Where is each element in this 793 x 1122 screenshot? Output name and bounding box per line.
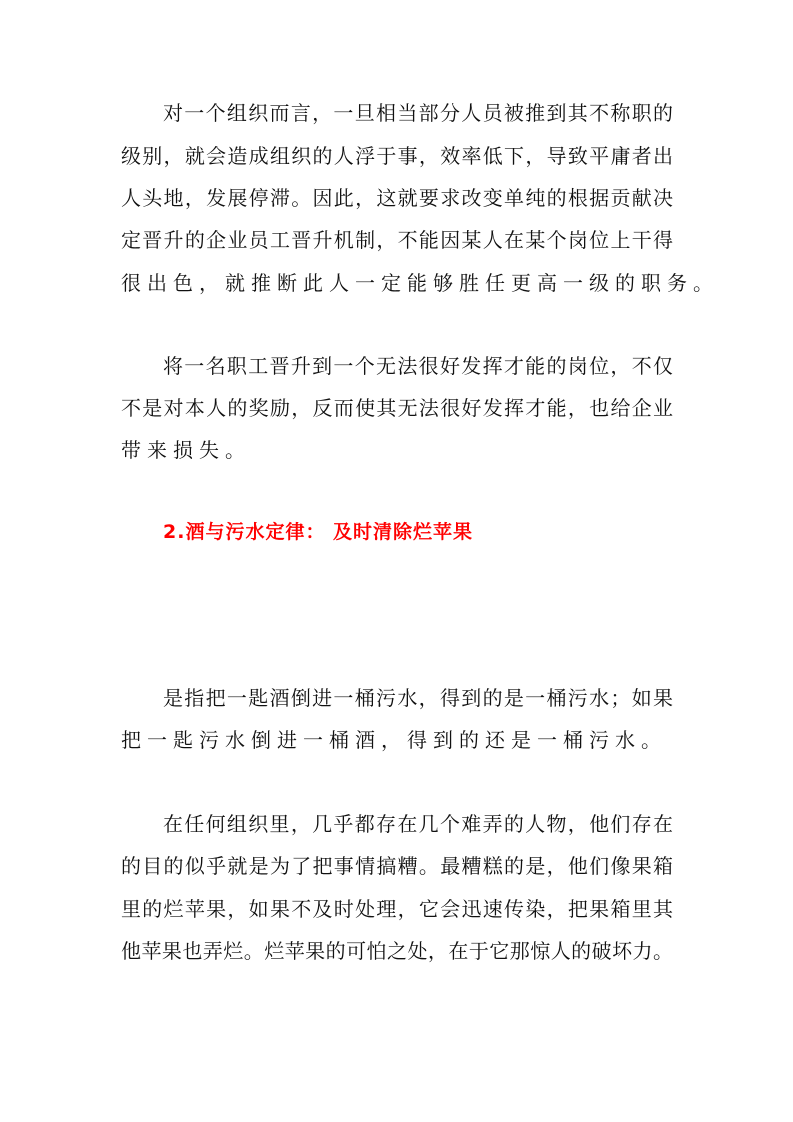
text-line: 定晋升的企业员工晋升机制，不能因某人在某个岗位上干得 (121, 228, 673, 252)
text-line: 级别，就会造成组织的人浮于事，效率低下，导致平庸者出 (121, 144, 673, 168)
text-line: 在任何组织里，几乎都存在几个难弄的人物，他们存在 (163, 812, 673, 836)
text-line: 很出色，就推断此人一定能够胜任更高一级的职务。 (121, 271, 719, 295)
text-line: 里的烂苹果，如果不及时处理，它会迅速传染，把果箱里其 (121, 897, 673, 921)
text-line: 的目的似乎就是为了把事情搞糟。最糟糕的是，他们像果箱 (121, 854, 673, 878)
text-line: 他苹果也弄烂。烂苹果的可怕之处，在于它那惊人的破坏力。 (121, 939, 673, 963)
text-line: 是指把一匙酒倒进一桶污水，得到的是一桶污水；如果 (163, 686, 673, 710)
section-heading: 2.酒与污水定律： 及时清除烂苹果 (163, 521, 474, 543)
text-line: 将一名职工晋升到一个无法很好发挥才能的岗位，不仅 (163, 354, 673, 378)
text-line: 带来损失。 (121, 438, 251, 462)
text-line: 把一匙污水倒进一桶酒，得到的还是一桶污水。 (121, 728, 667, 752)
text-line: 不是对本人的奖励，反而使其无法很好发挥才能，也给企业 (121, 396, 673, 420)
text-line: 人头地，发展停滞。因此，这就要求改变单纯的根据贡献决 (121, 186, 673, 210)
text-line: 对一个组织而言，一旦相当部分人员被推到其不称职的 (163, 101, 673, 125)
